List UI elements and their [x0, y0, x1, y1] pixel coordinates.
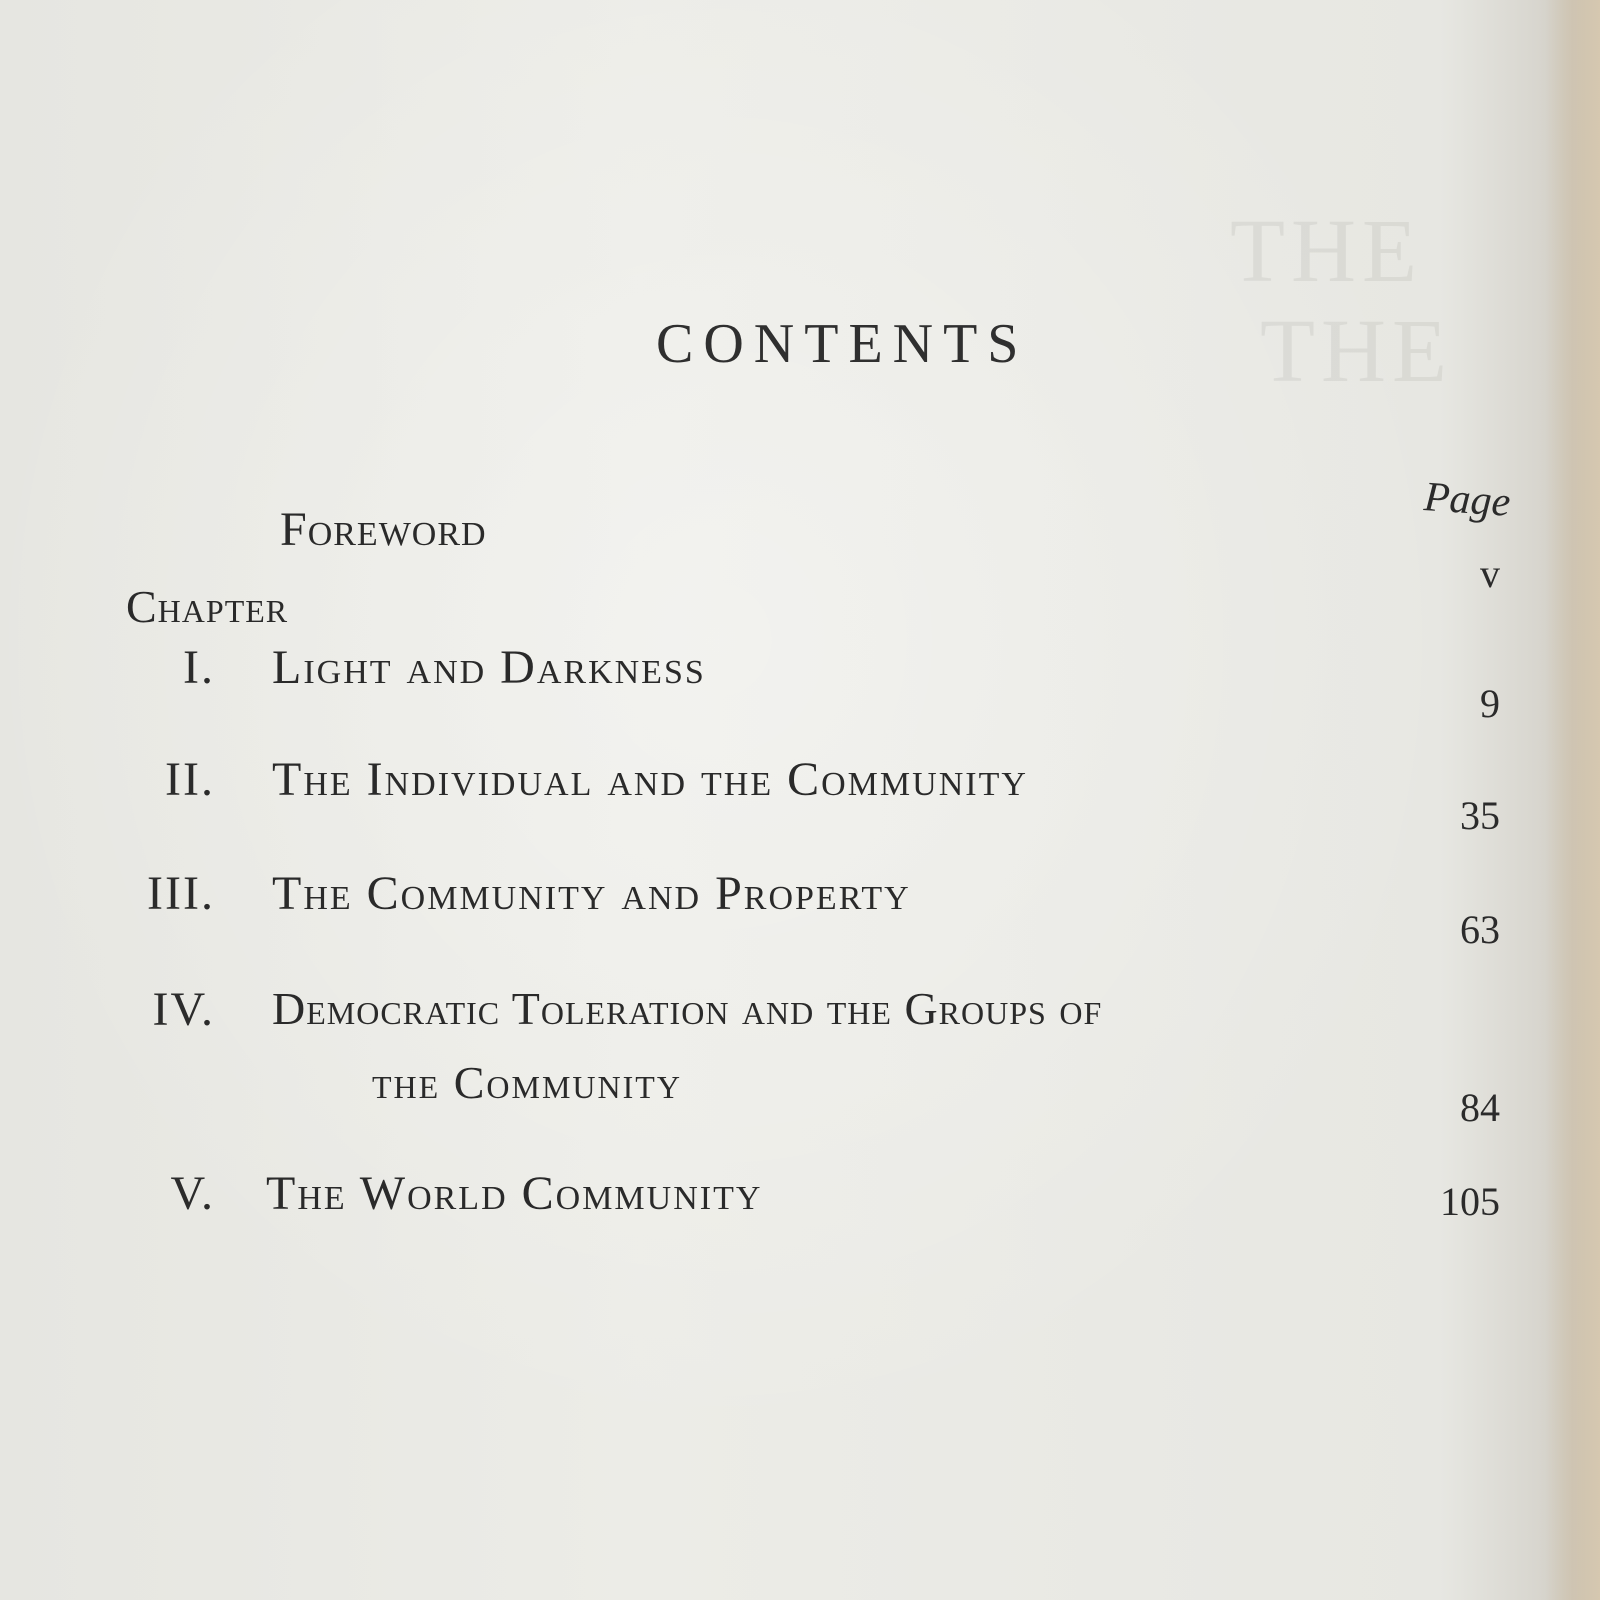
toc-numeral: II. [165, 753, 215, 806]
toc-entry-title: The Individual and the Community [272, 753, 1028, 806]
chapter-label: Chapter [126, 581, 289, 632]
toc-entry-title: Democratic Toleration and the Groups of [272, 983, 1103, 1034]
toc-entry-title: The World Community [266, 1167, 763, 1220]
toc-numeral: IV. [152, 983, 215, 1036]
toc-entry-title-continued: the Community [372, 1057, 682, 1108]
bleed-through-text: THE [1260, 302, 1453, 401]
toc-page-number: 105 [1440, 1179, 1500, 1224]
toc-page-number: 35 [1460, 793, 1500, 838]
toc-entry-title: The Community and Property [272, 867, 911, 920]
contents-heading: CONTENTS [656, 313, 1029, 375]
page-edge-shadow [1545, 0, 1600, 1600]
toc-entry-foreword: Foreword [280, 503, 487, 556]
toc-numeral: V. [170, 1167, 215, 1220]
toc-page-foreword: v [1480, 551, 1500, 596]
toc-numeral: III. [147, 867, 215, 920]
toc-page-number: 63 [1460, 907, 1500, 952]
toc-page-number: 9 [1480, 681, 1500, 726]
page-column-label: Page [1422, 474, 1512, 526]
toc-numeral: I. [183, 641, 215, 694]
bleed-through-text: THE [1230, 202, 1423, 301]
toc-page-number: 84 [1460, 1085, 1500, 1130]
toc-entry-title: Light and Darkness [272, 641, 706, 694]
